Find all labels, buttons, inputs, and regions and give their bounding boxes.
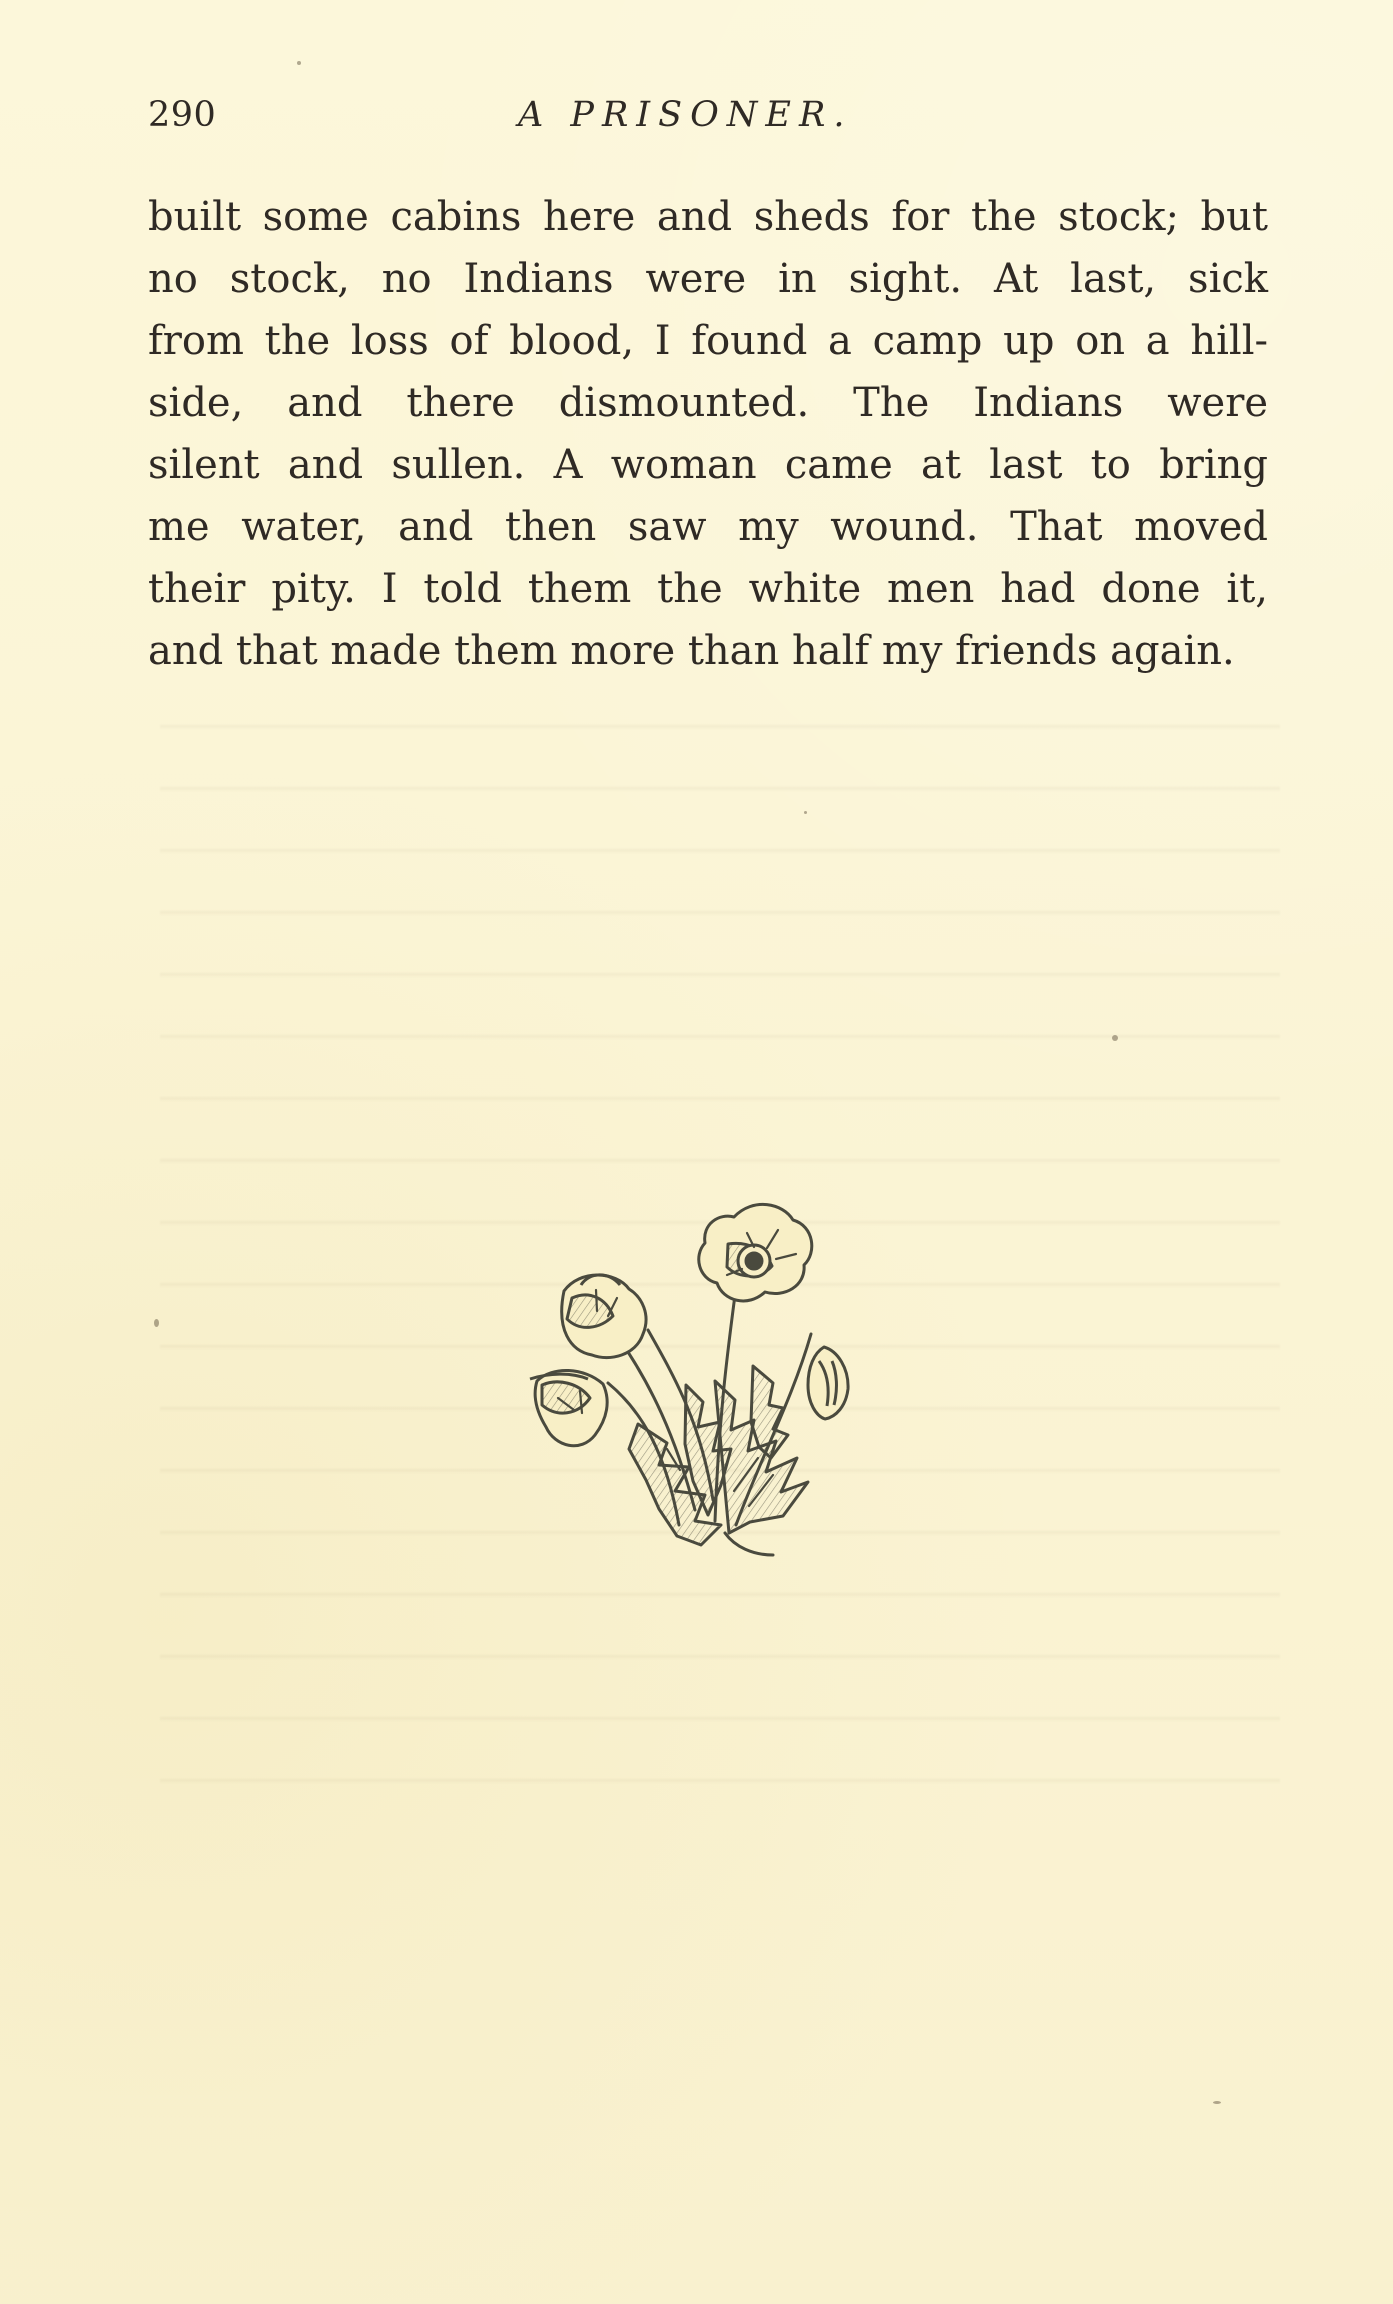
text-line: built some cabins here and sheds for the stock; but	[148, 194, 1268, 240]
text-line: and that made them more than half my friends again.	[148, 628, 1235, 674]
paper-speck	[1112, 1035, 1118, 1041]
text-line: no stock, no Indians were in sight. At last, sick	[148, 256, 1268, 302]
text-line: silent and sullen. A woman came at last to bring	[148, 442, 1268, 488]
paper-speck	[804, 811, 807, 814]
text-line: their pity. I told them the white men had done it,	[148, 566, 1268, 612]
chapter-title: A PRISONER.	[518, 95, 853, 135]
paper-speck	[297, 61, 301, 65]
paper-speck	[154, 1319, 159, 1327]
poppy-flowers-icon	[525, 1195, 900, 1575]
running-head	[148, 95, 1268, 154]
text-line: side, and there dismounted. The Indians were	[148, 380, 1268, 426]
paper-speck	[1213, 2101, 1221, 2104]
text-line: from the loss of blood, I found a camp up on a hill-	[148, 318, 1268, 364]
body-text	[148, 186, 1268, 682]
text-line: me water, and then saw my wound. That moved	[148, 504, 1268, 550]
page-number: 290	[148, 95, 217, 135]
